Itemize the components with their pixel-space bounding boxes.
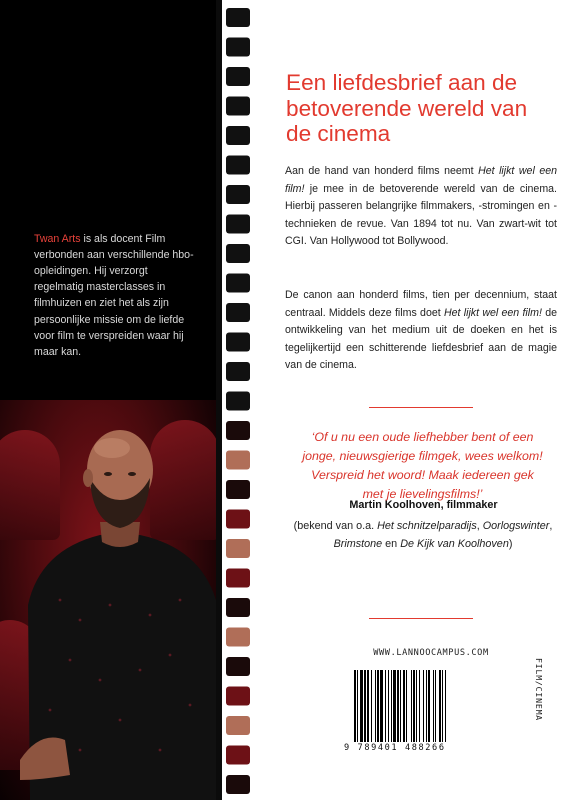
film-strip-perforation [226,333,250,352]
film-strip-perforation [226,215,250,234]
film-strip-perforation [226,510,250,529]
film-strip-perforation [226,716,250,735]
quote-author-credits [288,518,558,553]
film-strip-perforation [226,244,250,263]
film-strip-perforation [226,303,250,322]
author-photo-panel [0,0,216,800]
isbn-barcode [344,670,524,754]
isbn-number: 9 789401 488266 [344,743,446,753]
film-strip-icon [216,0,260,800]
text-run: Het lijkt wel een film! [285,165,557,195]
film-strip-perforation [226,451,250,470]
text-run: , [476,520,483,532]
film-strip-perforation [226,362,250,381]
testimonial-quote: ‘Of u nu een oude liefhebber bent of een jonge, nieuwsgierige filmgek, wees welkom! Verspreid het woord! Maak iedereen gek met je lievelingsfilms!’ [302,430,543,501]
publisher-website: WWW.LANNOOCAMPUS.COM [373,648,489,658]
film-strip-perforation [226,539,250,558]
film-strip-perforation [226,480,250,499]
divider-bottom [369,618,473,619]
category-text: FILM/CINEMA [534,658,544,722]
film-strip [216,0,260,800]
film-strip-perforation [226,8,250,27]
film-strip-perforation [226,775,250,794]
text-run: (bekend van o.a. [293,520,378,532]
film-strip-perforation [226,392,250,411]
text-run: Brimstone [333,537,383,550]
film-strip-perforation [226,97,250,116]
film-strip-perforation [226,598,250,617]
text-run: Oorlogswinter [482,520,550,532]
text-run: ) [508,537,513,550]
quote-author: Martin Koolhoven, filmmaker [349,499,498,511]
text-run: , [549,520,553,532]
text-run: Het schnitzelparadijs [377,520,477,532]
film-strip-perforation [226,126,250,145]
film-strip-perforation [226,569,250,588]
film-strip-perforation [226,628,250,647]
text-run: de ontwikkeling van het medium uit de doeken en het is tegelijkertijd een schitterende liefdesbrief aan de magie van de cinema. [285,306,557,372]
film-strip-perforation [226,67,250,86]
description-paragraph-1 [285,163,557,251]
text-run: De canon aan honderd films, tien per decennium, staat centraal. Middels deze films doet [285,289,557,319]
author-photo-icon [20,430,216,800]
film-strip-edge [216,0,222,800]
film-strip-perforation [226,185,250,204]
text-run: De Kijk van Koolhoven [400,537,509,550]
cover-title: Een liefdesbrief aan de betoverende wereld van de cinema [286,70,528,146]
film-strip-perforation [226,38,250,57]
film-strip-perforation [226,657,250,676]
author-bio-text: is als docent Film verbonden aan verschillende hbo-opleidingen. Hij verzorgt regelmatig masterclasses in filmhuizen en ziet het als zijn persoonlijke missie om de liefde voor film te verspreiden waar hij maar kan. [34,232,194,359]
author-bio [34,231,194,361]
barcode-icon [354,670,520,742]
divider-top [369,407,473,408]
text-run: Het lijkt wel een film! [443,306,542,319]
description-paragraph-2 [285,287,557,375]
text-run: Aan de hand van honderd films neemt [285,165,479,177]
back-cover-text-column [272,0,557,800]
film-strip-perforation [226,421,250,440]
film-strip-perforation [226,746,250,765]
film-strip-perforation [226,687,250,706]
author-name: Twan Arts [34,232,81,245]
film-strip-perforation [226,274,250,293]
category-label [532,658,546,758]
film-strip-perforation [226,156,250,175]
text-run: en [382,537,401,550]
barcode-bar [446,670,447,742]
text-run: je mee in de betoverende wereld van de cinema. Hierbij passeren belangrijke filmmakers, -stromingen en -technieken de revue. Van 1894 tot nu. Van zwart-wit tot CGI. Van Hollywood tot Bollywood. [285,182,557,248]
